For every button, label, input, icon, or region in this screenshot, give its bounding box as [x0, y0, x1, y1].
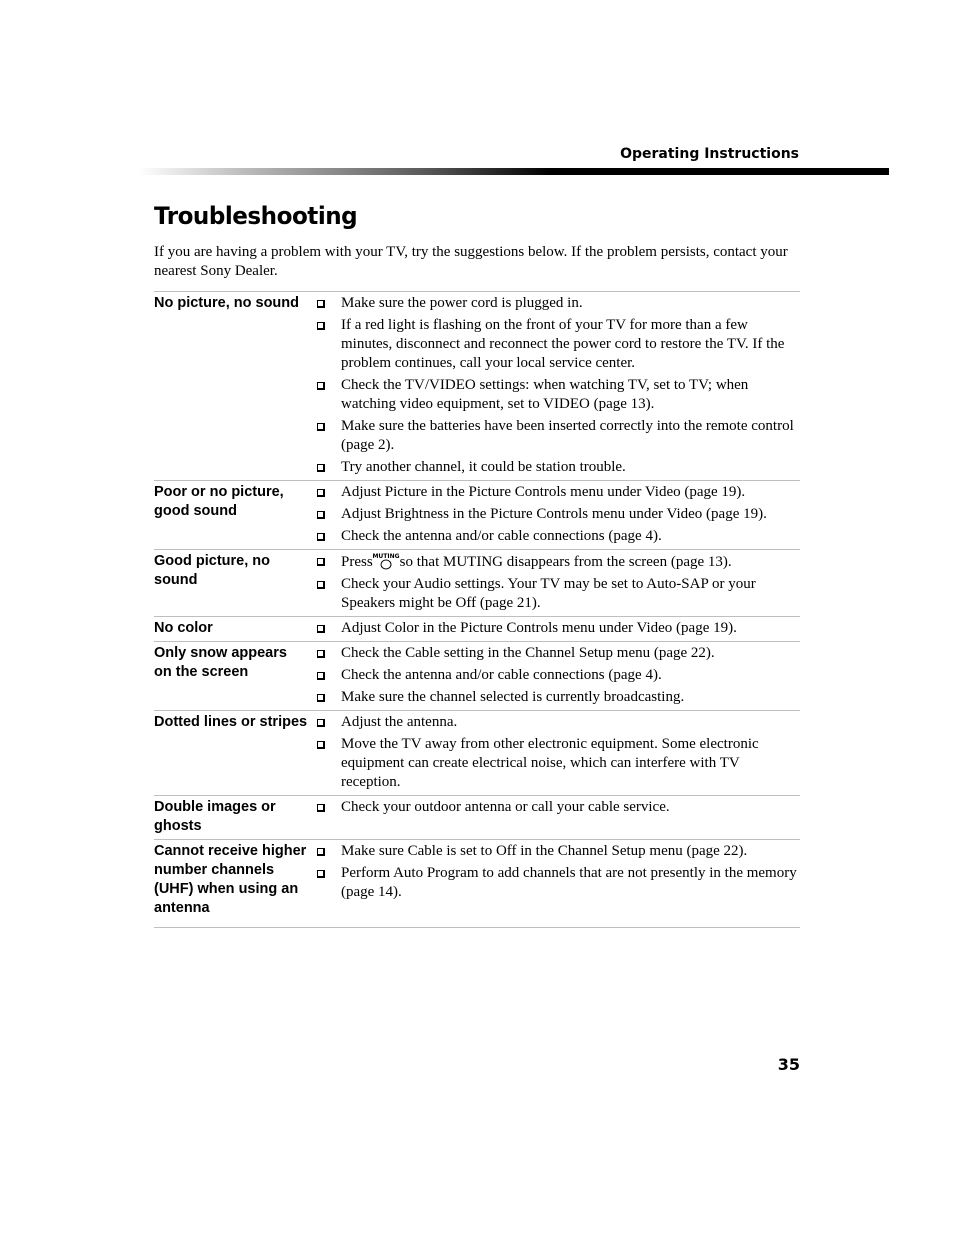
solution-list: [312, 644, 800, 707]
problem-label: Dotted lines or stripes: [154, 714, 308, 730]
solution-item: [312, 619, 800, 638]
solution-item: [312, 713, 800, 732]
solution-item: [312, 552, 800, 572]
solution-list: [312, 552, 800, 613]
problem-label: Good picture, no sound: [154, 553, 270, 588]
solution-item: [312, 666, 800, 685]
table-row: [154, 550, 800, 617]
solution-item: [312, 644, 800, 663]
solution-text: Make sure the batteries have been inserted correctly into the remote control (page 2).: [341, 418, 794, 453]
checkbox-icon: [317, 694, 325, 702]
solution-text: Move the TV away from other electronic equipment. Some electronic equipment can create electrical noise, which can interfere with TV reception.: [341, 736, 759, 790]
solution-text: Check the antenna and/or cable connections (page 4).: [341, 528, 662, 544]
solution-text: Perform Auto Program to add channels that are not presently in the memory (page 14).: [341, 865, 797, 900]
checkbox-icon: [317, 558, 325, 566]
problem-label: Cannot receive higher number channels (UHF) when using an antenna: [154, 843, 307, 916]
checkbox-icon: [317, 719, 325, 727]
checkbox-icon: [317, 741, 325, 749]
table-row: [154, 617, 800, 642]
problem-label: No picture, no sound: [154, 295, 299, 311]
solution-list: [312, 294, 800, 477]
table-row: [154, 796, 800, 840]
solution-text: Adjust the antenna.: [341, 714, 458, 730]
table-row: [154, 840, 800, 928]
muting-icon-label: MUTING: [372, 553, 400, 560]
solution-item: [312, 527, 800, 546]
checkbox-icon: [317, 382, 325, 390]
solution-list: [312, 713, 800, 792]
table-row: [154, 642, 800, 711]
solution-list: [312, 842, 800, 918]
solution-text: Check the TV/VIDEO settings: when watching TV, set to TV; when watching video equipment, set to VIDEO (page 13).: [341, 377, 749, 412]
solution-item: [312, 688, 800, 707]
solution-text: Make sure the power cord is plugged in.: [341, 295, 583, 311]
solution-item: [312, 376, 800, 414]
problem-label: Double images or ghosts: [154, 799, 276, 834]
muting-rest: so that MUTING disappears from the screen (page 13).: [399, 554, 732, 570]
solution-item: [312, 505, 800, 524]
solution-item: [312, 735, 800, 792]
solution-list: [312, 619, 800, 638]
checkbox-icon: [317, 848, 325, 856]
table-row: [154, 292, 800, 481]
solution-item: [312, 575, 800, 613]
solution-item: [312, 417, 800, 455]
checkbox-icon: [317, 489, 325, 497]
solution-text: Check the Cable setting in the Channel Setup menu (page 22).: [341, 645, 715, 661]
checkbox-icon: [317, 300, 325, 308]
solution-item: [312, 316, 800, 373]
solution-text: Make sure the channel selected is currently broadcasting.: [341, 689, 685, 705]
solution-item: [312, 294, 800, 313]
problem-label: Only snow appears on the screen: [154, 645, 287, 680]
muting-button-icon: [372, 552, 400, 570]
solution-text: Make sure Cable is set to Off in the Channel Setup menu (page 22).: [341, 843, 748, 859]
checkbox-icon: [317, 423, 325, 431]
solution-item: [312, 842, 800, 861]
solution-text: Adjust Picture in the Picture Controls menu under Video (page 19).: [341, 484, 746, 500]
section-header: Operating Instructions: [620, 146, 799, 162]
press-word: Press: [341, 554, 373, 570]
solution-text: Check your outdoor antenna or call your cable service.: [341, 799, 670, 815]
checkbox-icon: [317, 464, 325, 472]
checkbox-icon: [317, 650, 325, 658]
solution-text: Adjust Brightness in the Picture Controls menu under Video (page 19).: [341, 506, 767, 522]
checkbox-icon: [317, 533, 325, 541]
solution-text: Try another channel, it could be station trouble.: [341, 459, 626, 475]
table-row: [154, 481, 800, 550]
solution-item: [312, 483, 800, 502]
checkbox-icon: [317, 511, 325, 519]
solution-text: [341, 552, 800, 572]
solution-text: Adjust Color in the Picture Controls menu under Video (page 19).: [341, 620, 737, 636]
solution-text: If a red light is flashing on the front of your TV for more than a few minutes, disconnect and reconnect the power cord to restore the TV. If the problem continues, call your local service center.: [341, 317, 785, 371]
solution-item: [312, 864, 800, 902]
solution-list: [312, 798, 800, 836]
solution-item: [312, 458, 800, 477]
problem-label: Poor or no picture, good sound: [154, 484, 284, 519]
checkbox-icon: [317, 581, 325, 589]
checkbox-icon: [317, 870, 325, 878]
problem-label: No color: [154, 620, 213, 636]
page-title: Troubleshooting: [154, 202, 358, 230]
solution-item: [312, 798, 800, 817]
checkbox-icon: [317, 625, 325, 633]
table-row: [154, 711, 800, 796]
solution-text: Check your Audio settings. Your TV may be set to Auto-SAP or your Speakers might be Off (page 21).: [341, 576, 756, 611]
header-rule: [138, 168, 889, 175]
solution-list: [312, 483, 800, 546]
checkbox-icon: [317, 804, 325, 812]
checkbox-icon: [317, 322, 325, 330]
intro-paragraph: If you are having a problem with your TV, try the suggestions below. If the problem persists, contact your nearest Sony Dealer.: [154, 244, 788, 279]
checkbox-icon: [317, 672, 325, 680]
solution-text: Check the antenna and/or cable connections (page 4).: [341, 667, 662, 683]
page-number: 35: [777, 1055, 800, 1074]
troubleshooting-table: [154, 291, 800, 928]
